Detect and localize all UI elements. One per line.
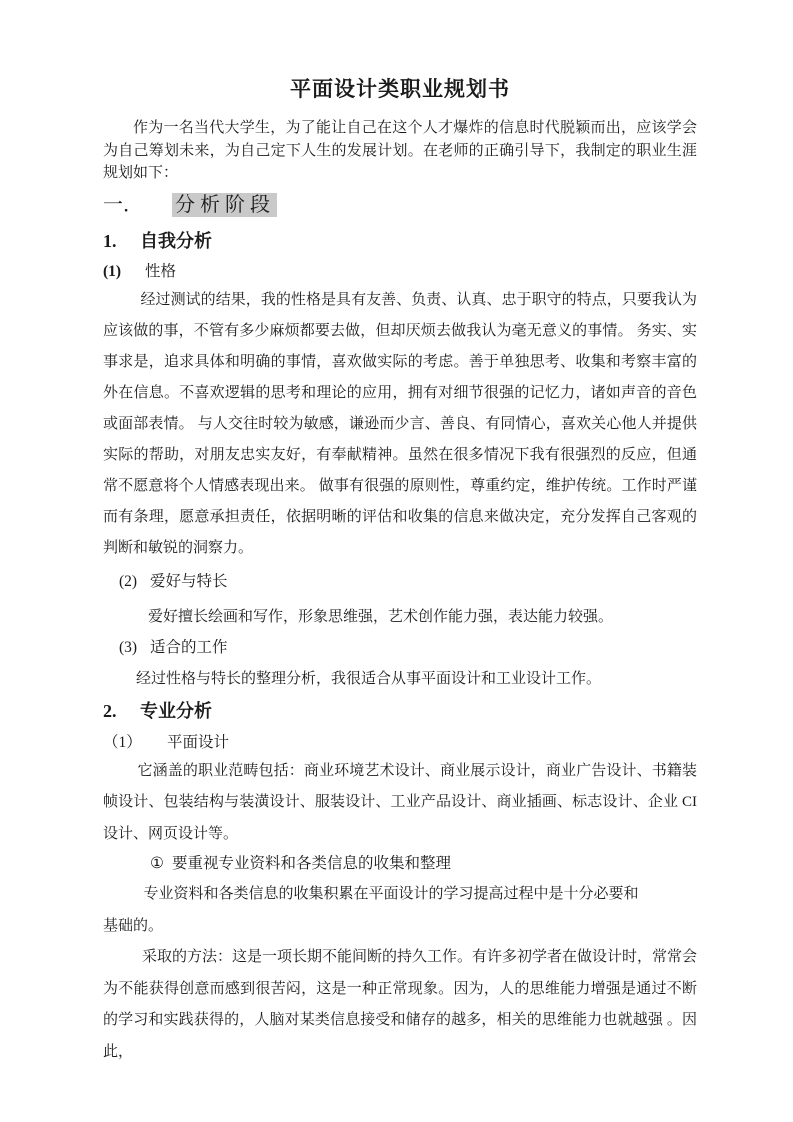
point-collect-info-label: 要重视专业资料和各类信息的收集和整理 bbox=[172, 855, 452, 872]
self-analysis-heading bbox=[103, 230, 697, 252]
method-paragraph: 采取的方法：这是一项长期不能间断的持久工作。有许多初学者在做设计时，常常会为不能获得创意而感到很苦闷，这是一种正常现象。因为，人的思维能力增强是通过不断的学习和实践获得的，人脑对某类信息接受和储存的越多，相关的思维能力也就越强 。因此， bbox=[103, 949, 698, 1060]
item-graphic-design-number: （1） bbox=[103, 733, 142, 751]
item-graphic-design-label: 平面设计 bbox=[167, 733, 230, 751]
personality-paragraph: 经过测试的结果，我的性格是具有友善、负责、认真、忠于职守的特点，只要我认为应该做的事，不管有多少麻烦都要去做，但却厌烦去做我认为毫无意义的事情。 务实、实事求是，追求具体和明确的事情，喜欢做实际的考虑。善于单独思考、收集和考察丰富的外在信息。不喜欢逻辑的思考和理论的应用，拥有对细节很强的记忆力，诸如声音的音色或面部表情。 与人交往时较为敏感，谦逊而少言、善良、有同情心，喜欢关心他人并提供实际的帮助，对朋友忠实友好，有奉献精神。虽然在很多情况下我有很强烈的反应，但通常不愿意将个人情感表现出来。 做事有很强的原则性，尊重约定，维护传统。工作时严谨而有条理，愿意承担责任，依据明晰的评估和收集的信息来做决定，充分发挥自己客观的判断和敏锐的洞察力。 bbox=[103, 291, 697, 556]
item-personality-label: 性格 bbox=[145, 262, 177, 280]
section-analysis-title-highlighted: 分析阶段 bbox=[172, 193, 277, 217]
document-title: 平面设计类职业规划书 bbox=[290, 77, 510, 101]
item-personality bbox=[103, 262, 697, 282]
intro-paragraph: 作为一名当代大学生，为了能让自己在这个人才爆炸的信息时代脱颖而出，应该学会为自己筹划未来，为自己定下人生的发展计划。在老师的正确引导下，我制定的职业生涯规划如下： bbox=[103, 120, 697, 181]
item-suitable-work bbox=[119, 638, 697, 658]
self-analysis-label: 自我分析 bbox=[140, 230, 212, 251]
item-graphic-design bbox=[103, 733, 697, 753]
circled-one-number: ① bbox=[150, 855, 164, 872]
item-hobby-label: 爱好与特长 bbox=[150, 572, 228, 590]
major-analysis-number: 2. bbox=[103, 700, 117, 721]
info-importance-line2: 基础的。 bbox=[103, 917, 164, 934]
suitable-work-paragraph: 经过性格与特长的整理分析，我很适合从事平面设计和工业设计工作。 bbox=[136, 670, 602, 687]
item-personality-number: (1) bbox=[103, 262, 122, 280]
hobby-paragraph: 爱好擅长绘画和写作，形象思维强，艺术创作能力强，表达能力较强。 bbox=[148, 608, 614, 625]
major-analysis-heading bbox=[103, 700, 697, 722]
item-hobby bbox=[119, 572, 697, 592]
item-hobby-number: (2) bbox=[119, 572, 138, 590]
scope-paragraph: 它涵盖的职业范畴包括：商业环境艺术设计、商业展示设计，商业广告设计、书籍装帧设计、包装结构与装潢设计、服装设计、工业产品设计、商业插画、标志设计、企业 CI 设计、网页设计等。 bbox=[103, 762, 697, 842]
major-analysis-label: 专业分析 bbox=[140, 700, 212, 721]
self-analysis-number: 1. bbox=[103, 230, 117, 251]
point-collect-info bbox=[150, 854, 697, 874]
item-suitable-work-label: 适合的工作 bbox=[150, 638, 228, 656]
info-importance-line1: 专业资料和各类信息的收集积累在平面设计的学习提高过程中是十分必要和 bbox=[143, 886, 639, 902]
section-analysis-heading bbox=[103, 194, 697, 216]
item-suitable-work-number: (3) bbox=[119, 638, 138, 656]
section-analysis-number: 一． bbox=[103, 193, 143, 216]
